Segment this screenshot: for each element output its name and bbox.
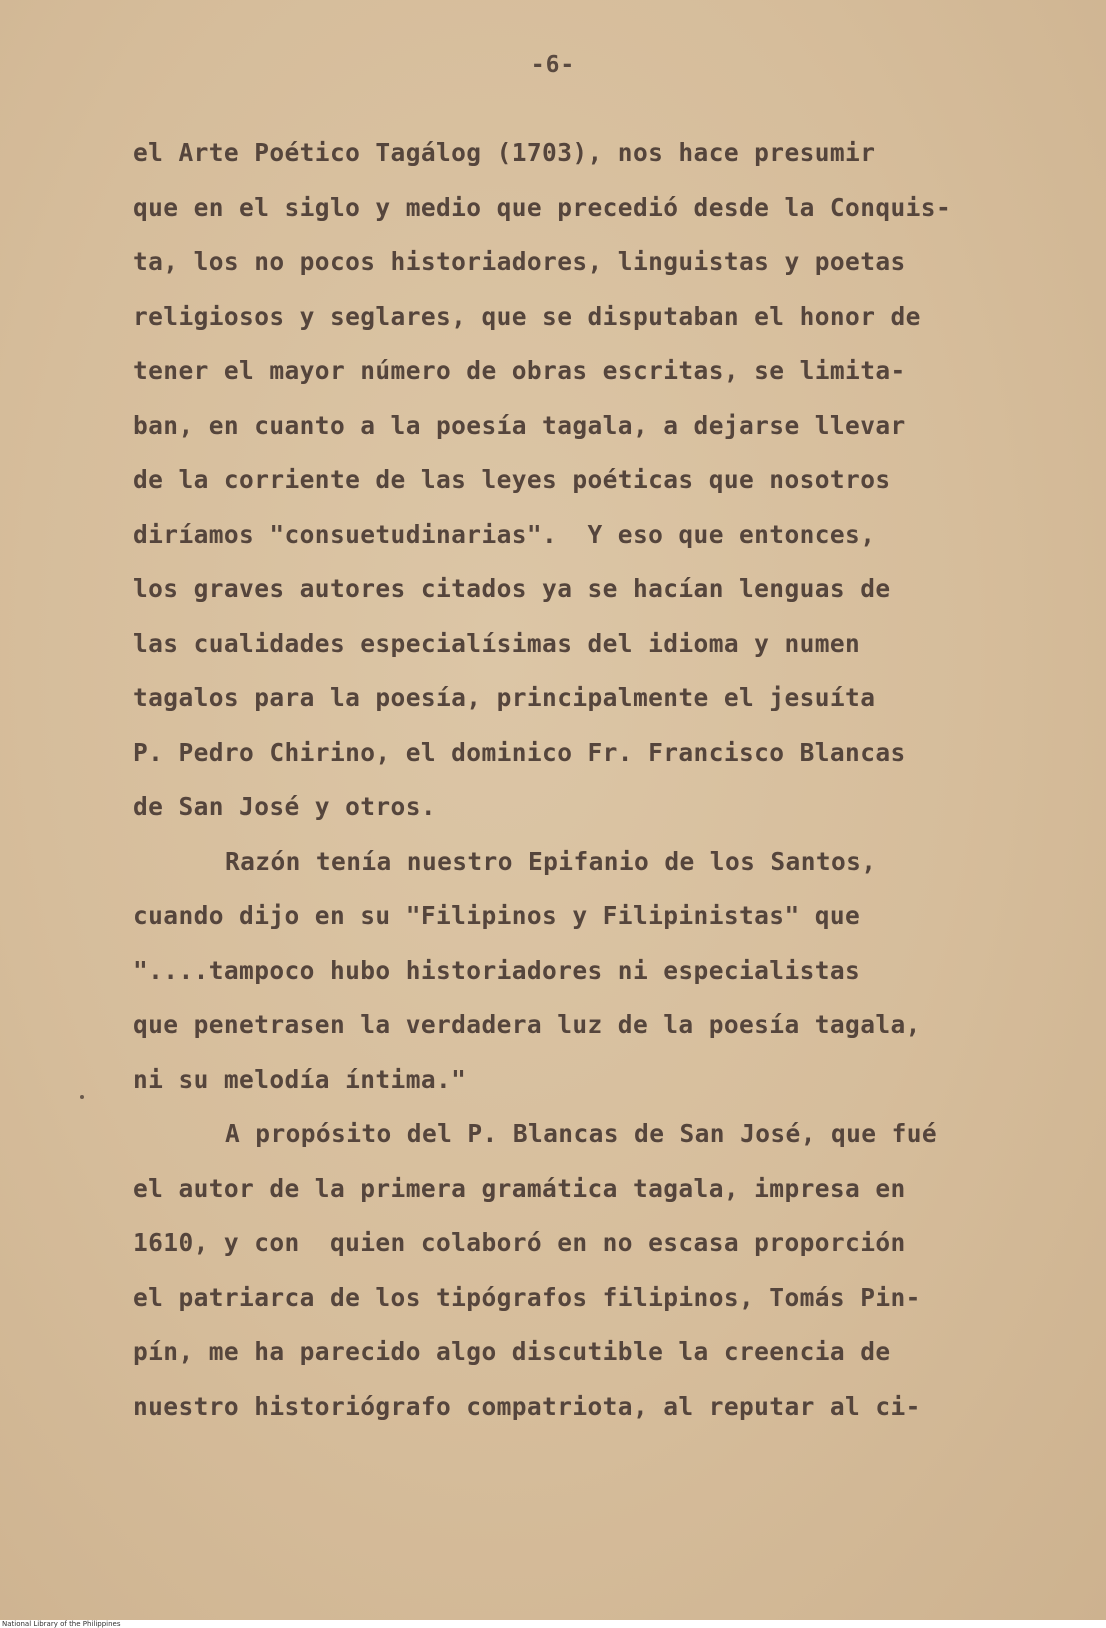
text-line: pín, me ha parecido algo discutible la creencia de (133, 1337, 891, 1366)
text-line: que en el siglo y medio que precedió desde la Conquis- (133, 192, 952, 222)
text-line: diríamos "consuetudinarias". Y eso que entonces, (133, 519, 876, 549)
text-line: ta, los no pocos historiadores, linguistas y poetas (133, 247, 906, 276)
text-line: Razón tenía nuestro Epifanio de los Santos, (225, 846, 877, 876)
text-line: los graves autores citados ya se hacían lenguas de (133, 574, 891, 603)
text-line: P. Pedro Chirino, el dominico Fr. Francisco Blancas (133, 737, 906, 767)
text-line: ni su melodía íntima." (133, 1064, 467, 1094)
text-line: nuestro historiógrafo compatriota, al reputar al ci- (133, 1391, 921, 1421)
text-line: "....tampoco hubo historiadores ni especialistas (133, 955, 861, 985)
text-line: que penetrasen la verdadera luz de la poesía tagala, (133, 1010, 921, 1039)
text-line: ban, en cuanto a la poesía tagala, a dejarse llevar (133, 410, 906, 440)
text-line: A propósito del P. Blancas de San José, que fué (225, 1119, 938, 1148)
text-line: el patriarca de los tipógrafos filipinos, Tomás Pin- (133, 1282, 921, 1312)
paper-speck (80, 1095, 84, 1099)
text-line: el Arte Poético Tagálog (1703), nos hace presumir (133, 138, 876, 167)
text-line: cuando dijo en su "Filipinos y Filipinistas" que (133, 901, 861, 930)
text-line: de la corriente de las leyes poéticas que nosotros (133, 465, 891, 494)
page-number: -6- (530, 52, 576, 78)
body-text (133, 126, 1033, 1434)
footer-credit: National Library of the Philippines (2, 1620, 121, 1628)
text-line: el autor de la primera gramática tagala, impresa en (133, 1173, 906, 1203)
text-line: tagalos para la poesía, principalmente el jesuíta (133, 683, 876, 712)
text-line: tener el mayor número de obras escritas, se limita- (133, 356, 906, 385)
text-line: las cualidades especialísimas del idioma y numen (133, 628, 861, 658)
text-line: 1610, y con quien colaboró en no escasa proporción (133, 1228, 906, 1257)
text-line: de San José y otros. (133, 792, 437, 821)
text-line: religiosos y seglares, que se disputaban el honor de (133, 301, 921, 331)
